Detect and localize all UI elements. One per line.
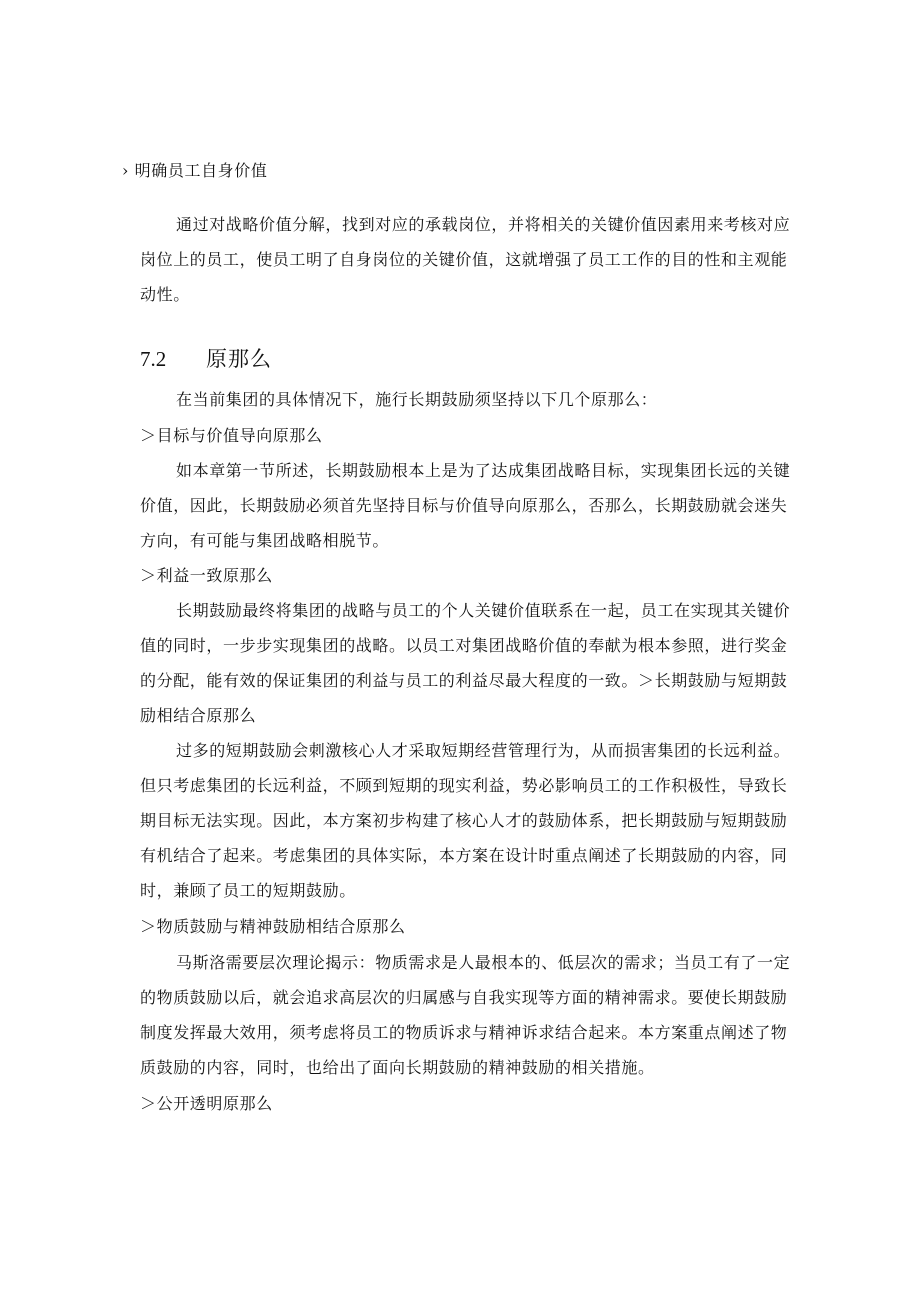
intro-bullet: › 明确员工自身价值 [122, 161, 268, 180]
principle-body-line: 时，兼顾了员工的短期鼓励。 [140, 881, 356, 900]
principle-body-line: 期目标无法实现。因此，本方案初步构建了核心人才的鼓励体系，把长期鼓励与短期鼓励 [140, 811, 788, 830]
principle-title: ＞目标与价值导向原那么 [140, 426, 323, 445]
principle-body-line: 如本章第一节所述，长期鼓励根本上是为了达成集团战略目标，实现集团长远的关键 [176, 461, 791, 480]
principle-body-line: 值的同时，一步步实现集团的战略。以员工对集团战略价值的奉献为根本参照，进行奖金 [140, 636, 788, 655]
intro-paragraph-line: 动性。 [140, 285, 190, 304]
section-heading [140, 344, 272, 374]
intro-paragraph-line: 岗位上的员工，使员工明了自身岗位的关键价值，这就增强了员工工作的目的性和主观能 [140, 250, 788, 269]
principle-title: ＞物质鼓励与精神鼓励相结合原那么 [140, 917, 406, 936]
principle-body-line: 过多的短期鼓励会刺激核心人才采取短期经营管理行为，从而损害集团的长远利益。 [176, 741, 791, 760]
principle-body-line: 方向，有可能与集团战略相脱节。 [140, 531, 390, 550]
section-number: 7.2 [140, 347, 167, 371]
principle-title: ＞公开透明原那么 [140, 1094, 273, 1113]
principle-body-line: 有机结合了起来。考虑集团的具体实际，本方案在设计时重点阐述了长期鼓励的内容，同 [140, 846, 788, 865]
principle-title: ＞利益一致原那么 [140, 566, 273, 585]
principle-body-line: 励相结合原那么 [140, 706, 257, 725]
section-title: 原那么 [206, 347, 272, 371]
principle-body-line: 但只考虑集团的长远利益，不顾到短期的现实利益，势必影响员工的工作积极性，导致长 [140, 776, 788, 795]
principle-body-line: 的物质鼓励以后，就会追求高层次的归属感与自我实现等方面的精神需求。要使长期鼓励 [140, 988, 788, 1007]
principle-body-line: 价值，因此，长期鼓励必须首先坚持目标与价值导向原那么，否那么，长期鼓励就会迷失 [140, 496, 788, 515]
principle-body-line: 的分配，能有效的保证集团的利益与员工的利益尽最大程度的一致。＞长期鼓励与短期鼓 [140, 671, 788, 690]
section-lead: 在当前集团的具体情况下，施行长期鼓励须坚持以下几个原那么： [176, 390, 658, 409]
principle-body-line: 马斯洛需要层次理论揭示：物质需求是人最根本的、低层次的需求；当员工有了一定 [176, 953, 791, 972]
principle-body-line: 长期鼓励最终将集团的战略与员工的个人关键价值联系在一起，员工在实现其关键价 [176, 601, 791, 620]
principle-body-line: 制度发挥最大效用，须考虑将员工的物质诉求与精神诉求结合起来。本方案重点阐述了物 [140, 1023, 788, 1042]
intro-paragraph-line: 通过对战略价值分解，找到对应的承载岗位，并将相关的关键价值因素用来考核对应 [176, 215, 791, 234]
principle-body-line: 质鼓励的内容，同时，也给出了面向长期鼓励的精神鼓励的相关措施。 [140, 1058, 655, 1077]
